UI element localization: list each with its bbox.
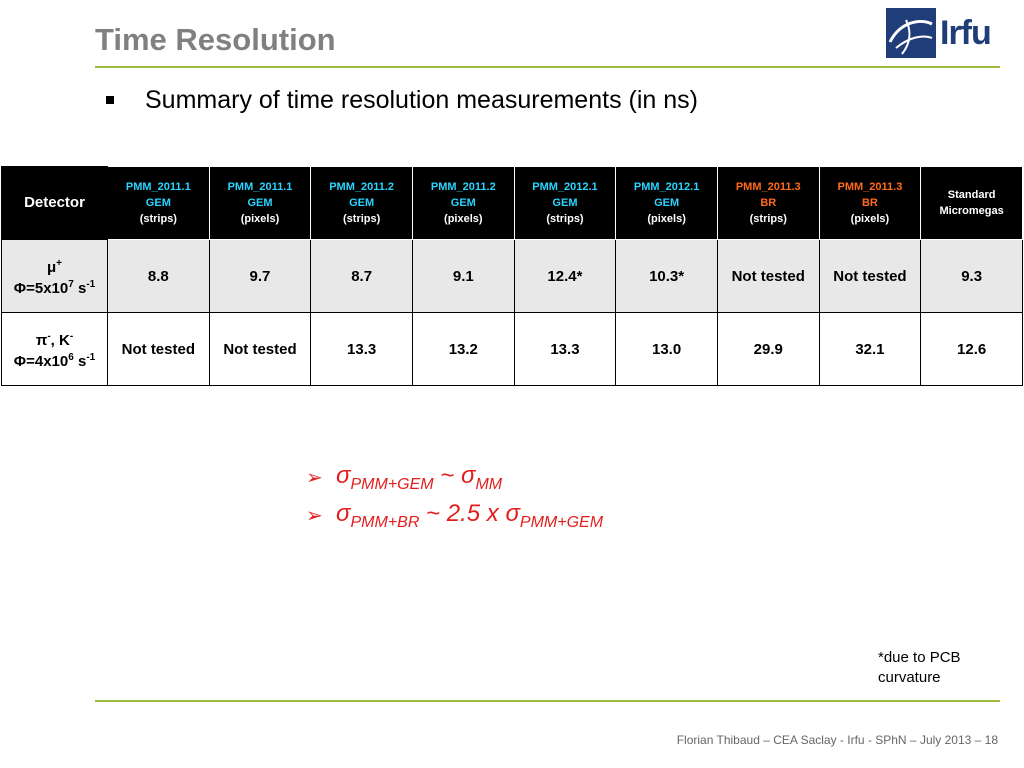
arrow-bullet-icon: ➢ xyxy=(306,467,323,489)
detector-name: PMM_2012.1 xyxy=(532,181,598,193)
header-col-6 xyxy=(717,167,819,240)
subscript: PMM+GEM xyxy=(519,513,604,531)
table-cell: 12.4* xyxy=(514,240,616,313)
bullet-square-icon xyxy=(106,96,114,104)
header-col-3 xyxy=(412,167,514,240)
table-cell: 13.3 xyxy=(514,313,616,386)
conclusion-equation-2 xyxy=(336,500,603,532)
subscript: PMM+BR xyxy=(350,513,420,531)
detector-kind: GEM xyxy=(450,197,476,209)
arrow-bullet-icon: ➢ xyxy=(306,505,323,527)
detector-kind: GEM xyxy=(552,197,578,209)
table-cell: 12.6 xyxy=(921,313,1023,386)
detector-readout: (strips) xyxy=(139,213,177,225)
header-col-5 xyxy=(616,167,718,240)
detector-readout: (strips) xyxy=(343,213,381,225)
subscript: PMM+GEM xyxy=(350,475,434,493)
header-detector: Detector xyxy=(2,167,108,240)
table-cell: Not tested xyxy=(108,313,210,386)
table-cell: 8.7 xyxy=(311,240,413,313)
detector-kind: GEM xyxy=(247,197,273,209)
header-col-0 xyxy=(108,167,210,240)
table-cell: Not tested xyxy=(819,240,921,313)
sigma-symbol: σ xyxy=(336,462,351,489)
detector-readout: (strips) xyxy=(546,213,584,225)
detector-readout: (pixels) xyxy=(850,213,890,225)
subscript: MM xyxy=(475,475,503,493)
detector-readout: (pixels) xyxy=(647,213,686,225)
table-header-row xyxy=(2,167,1023,240)
time-resolution-table xyxy=(1,166,1023,386)
relation-text: ~ 2.5 x σ xyxy=(419,500,520,527)
table-cell: 32.1 xyxy=(819,313,921,386)
conclusion-equation-1 xyxy=(336,462,502,494)
slide-title: Time Resolution xyxy=(95,22,336,57)
detector-name: PMM_2011.3 xyxy=(735,181,801,193)
table-cell: 9.7 xyxy=(209,240,311,313)
detector-readout: (pixels) xyxy=(240,213,280,225)
table-row xyxy=(2,313,1023,386)
detector-name: PMM_2011.1 xyxy=(125,181,191,193)
bullet-text: Summary of time resolution measurements (in ns) xyxy=(145,86,698,114)
header-col-1 xyxy=(209,167,311,240)
table-cell: Not tested xyxy=(717,240,819,313)
row-header: π-, K- $\Phi=4x10^6$ $s^{-1}$ xyxy=(2,313,108,386)
table-cell: 13.0 xyxy=(616,313,718,386)
detector-name: PMM_2012.1 xyxy=(633,181,700,193)
table-cell: 29.9 xyxy=(717,313,819,386)
header-col-7 xyxy=(819,167,921,240)
header-col-2 xyxy=(311,167,413,240)
detector-name: PMM_2011.3 xyxy=(837,181,903,193)
detector-kind: GEM xyxy=(349,197,375,209)
relation-text: ~ σ xyxy=(433,462,476,489)
detector-name: PMM_2011.2 xyxy=(430,181,496,193)
table-cell: 9.1 xyxy=(412,240,514,313)
header-divider xyxy=(95,66,1000,68)
detector-name: PMM_2011.2 xyxy=(329,181,395,193)
logo-text: Irfu xyxy=(940,14,991,52)
header-col-4 xyxy=(514,167,616,240)
row-header: μ+ $\Phi=5x10^7$ $s^{-1}$ xyxy=(2,240,108,313)
table-cell: 9.3 xyxy=(921,240,1023,313)
footer-divider xyxy=(95,700,1000,702)
detector-readout: (strips) xyxy=(749,213,787,225)
table-cell: 13.3 xyxy=(311,313,413,386)
footnote: *due to PCB curvature xyxy=(878,649,961,686)
header-col-8 xyxy=(921,167,1023,240)
table-cell: 8.8 xyxy=(108,240,210,313)
detector-readout: (pixels) xyxy=(444,213,483,225)
slide-footer: Florian Thibaud – CEA Saclay - Irfu - SPhN – July 2013 – 18 xyxy=(676,733,998,747)
detector-name: Standard xyxy=(947,189,996,201)
sigma-symbol: σ xyxy=(336,500,351,527)
detector-kind: Micromegas xyxy=(939,205,1004,217)
irfu-logo xyxy=(886,8,998,60)
detector-kind: GEM xyxy=(654,197,680,209)
table-row xyxy=(2,240,1023,313)
logo-mark-icon xyxy=(886,8,936,58)
detector-kind: GEM xyxy=(145,197,171,209)
table-cell: Not tested xyxy=(209,313,311,386)
detector-name: PMM_2011.1 xyxy=(227,181,293,193)
table-cell: 10.3* xyxy=(616,240,718,313)
detector-kind: BR xyxy=(760,197,777,209)
table-cell: 13.2 xyxy=(412,313,514,386)
detector-kind: BR xyxy=(861,197,878,209)
